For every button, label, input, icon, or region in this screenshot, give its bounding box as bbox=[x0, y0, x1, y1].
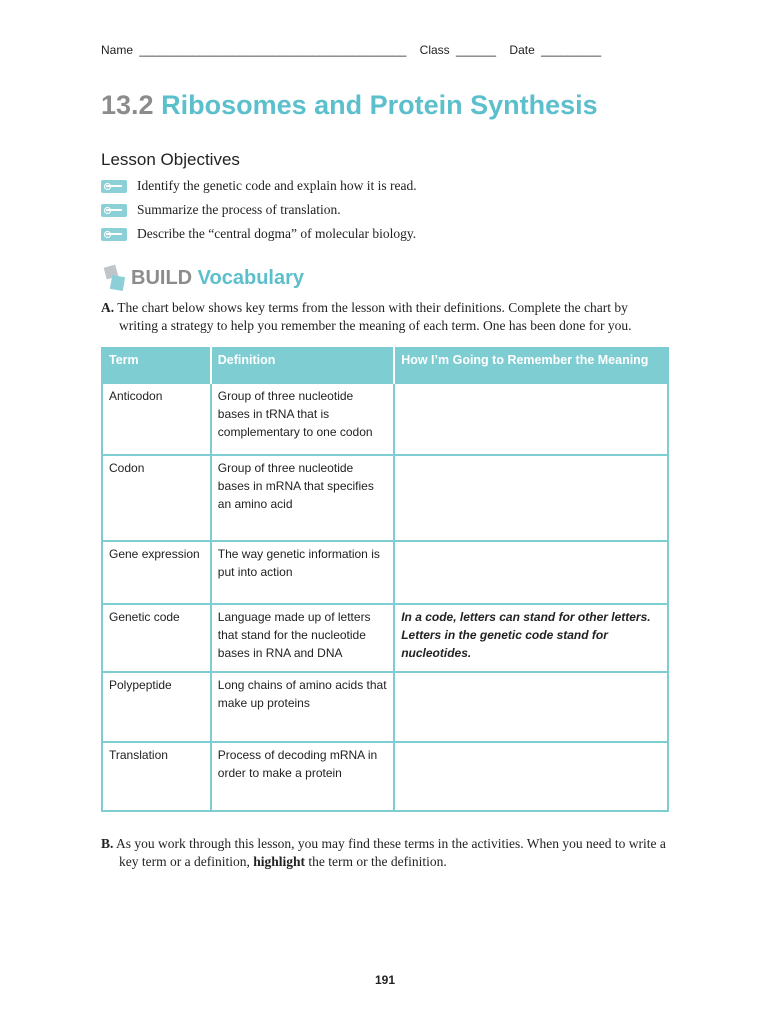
part-b-text-end: the term or the definition. bbox=[308, 854, 447, 869]
term-cell: Polypeptide bbox=[102, 672, 211, 742]
table-row bbox=[102, 672, 668, 742]
name-field[interactable]: ________________________________________ bbox=[139, 43, 407, 57]
name-class-date-header bbox=[101, 43, 601, 57]
term-cell: Anticodon bbox=[102, 383, 211, 455]
part-b-label: B. bbox=[101, 836, 114, 851]
header-definition: Definition bbox=[211, 348, 394, 383]
definition-cell: Language made up of letters that stand for the nucleotide bases in RNA and DNA bbox=[211, 604, 394, 672]
header-strategy: How I’m Going to Remember the Meaning bbox=[394, 348, 668, 383]
table-row bbox=[102, 604, 668, 672]
vocabulary-blocks-icon bbox=[103, 264, 127, 292]
term-cell: Gene expression bbox=[102, 541, 211, 604]
build-label: BUILD bbox=[131, 266, 193, 289]
header-term: Term bbox=[102, 348, 211, 383]
table-row bbox=[102, 541, 668, 604]
definition-cell: The way genetic information is put into action bbox=[211, 541, 394, 604]
objective-text: Summarize the process of translation. bbox=[137, 202, 341, 217]
strategy-cell[interactable] bbox=[394, 742, 668, 811]
vocabulary-table bbox=[101, 347, 669, 812]
strategy-cell-example[interactable]: In a code, letters can stand for other letters. Letters in the genetic code stand for nucleotides. bbox=[394, 604, 668, 672]
part-b-text: As you work through this lesson, you may find these terms in the activities. When you need to write a key term or a definition, bbox=[116, 836, 666, 869]
definition-cell: Process of decoding mRNA in order to make a protein bbox=[211, 742, 394, 811]
name-label: Name bbox=[101, 43, 134, 57]
section-title: Ribosomes and Protein Synthesis bbox=[161, 90, 598, 120]
table-row bbox=[102, 455, 668, 541]
key-icon bbox=[101, 180, 127, 193]
term-cell: Translation bbox=[102, 742, 211, 811]
definition-cell: Group of three nucleotide bases in tRNA that is complementary to one codon bbox=[211, 383, 394, 455]
table-row bbox=[102, 742, 668, 811]
strategy-cell[interactable] bbox=[394, 541, 668, 604]
part-b-highlight: highlight bbox=[253, 854, 305, 869]
date-label: Date bbox=[509, 43, 535, 57]
vocabulary-label: Vocabulary bbox=[197, 266, 305, 289]
part-b-instructions bbox=[101, 835, 667, 871]
term-cell: Codon bbox=[102, 455, 211, 541]
part-a-label: A. bbox=[101, 300, 115, 315]
term-cell: Genetic code bbox=[102, 604, 211, 672]
definition-cell: Group of three nucleotide bases in mRNA that specifies an amino acid bbox=[211, 455, 394, 541]
strategy-cell[interactable] bbox=[394, 383, 668, 455]
build-vocabulary-heading bbox=[103, 264, 304, 292]
page-number: 191 bbox=[374, 973, 396, 987]
objective-item bbox=[101, 178, 417, 194]
part-a-instructions bbox=[101, 299, 667, 335]
definition-cell: Long chains of amino acids that make up proteins bbox=[211, 672, 394, 742]
objective-text: Identify the genetic code and explain how it is read. bbox=[137, 178, 417, 193]
strategy-cell[interactable] bbox=[394, 672, 668, 742]
lesson-objectives-heading: Lesson Objectives bbox=[101, 150, 240, 169]
objective-item bbox=[101, 226, 416, 242]
date-field[interactable]: _________ bbox=[541, 43, 602, 57]
section-number: 13.2 bbox=[101, 90, 154, 120]
part-a-text: The chart below shows key terms from the lesson with their definitions. Complete the chart by writing a strategy to help you remember the meaning of each term. One has been done for you. bbox=[117, 300, 632, 333]
table-row bbox=[102, 383, 668, 455]
class-field[interactable]: ______ bbox=[456, 43, 497, 57]
strategy-cell[interactable] bbox=[394, 455, 668, 541]
class-label: Class bbox=[419, 43, 450, 57]
key-icon bbox=[101, 204, 127, 217]
objective-item bbox=[101, 202, 341, 218]
page-title bbox=[101, 90, 598, 121]
table-header-row bbox=[102, 348, 668, 383]
key-icon bbox=[101, 228, 127, 241]
objective-text: Describe the “central dogma” of molecular biology. bbox=[137, 226, 417, 241]
